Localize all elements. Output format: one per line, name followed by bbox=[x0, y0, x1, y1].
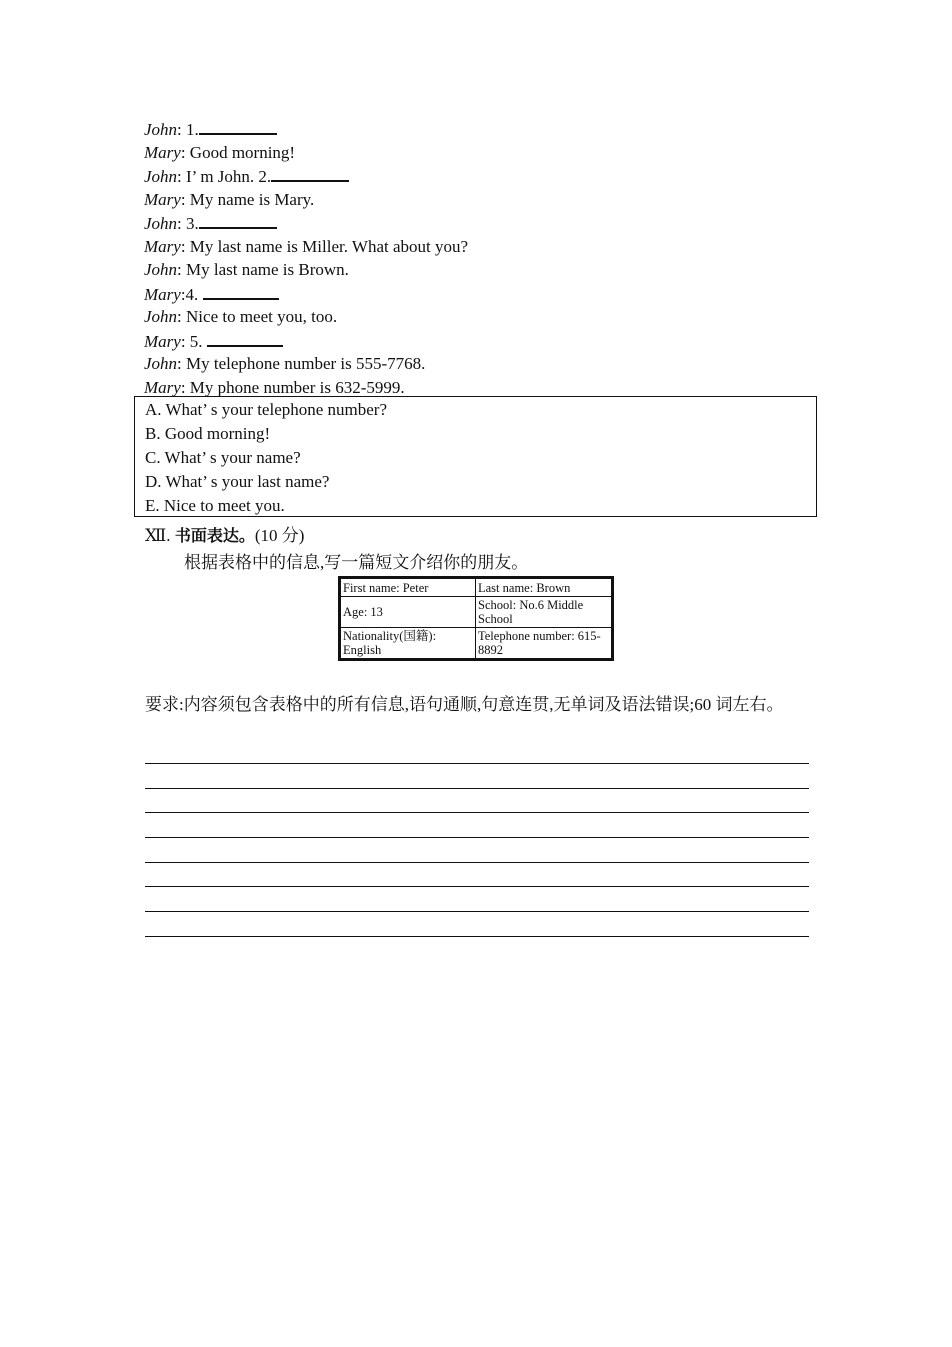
section-points: (10 分) bbox=[254, 526, 305, 545]
writing-area bbox=[145, 763, 809, 961]
dialogue-text: : My phone number is 632-5999. bbox=[180, 377, 405, 397]
requirements-text: 要求:内容须包含表格中的所有信息,语句通顺,句意连贯,无单词及语法错误;60 词左右。 bbox=[145, 695, 784, 714]
dialogue-line bbox=[144, 352, 824, 376]
writing-instruction: 根据表格中的信息,写一篇短文介绍你的朋友。 bbox=[184, 553, 529, 572]
speaker-name: Mary bbox=[144, 284, 181, 304]
writing-line[interactable] bbox=[145, 862, 809, 887]
dialogue-text: : Nice to meet you, too. bbox=[177, 307, 338, 326]
dialogue-text: :4. bbox=[180, 284, 203, 304]
table-row bbox=[340, 578, 613, 597]
last-name-cell: Last name: Brown bbox=[476, 578, 613, 597]
dialogue-text: : 5. bbox=[180, 331, 207, 351]
speaker-name: John bbox=[144, 120, 178, 139]
writing-line[interactable] bbox=[145, 837, 809, 862]
speaker-name: Mary bbox=[144, 142, 181, 162]
speaker-name: Mary bbox=[144, 377, 181, 397]
dialogue-line bbox=[144, 141, 824, 165]
option-item: E. Nice to meet you. bbox=[145, 496, 285, 515]
answer-blank[interactable] bbox=[207, 329, 283, 347]
writing-line[interactable] bbox=[145, 911, 809, 936]
answer-blank[interactable] bbox=[203, 282, 279, 300]
dialogue-text: : 3. bbox=[177, 214, 199, 233]
speaker-name: Mary bbox=[144, 236, 181, 256]
option-item: A. What’ s your telephone number? bbox=[145, 400, 388, 419]
telephone-cell: Telephone number: 615-8892 bbox=[476, 628, 613, 660]
dialogue-line bbox=[144, 305, 824, 329]
writing-line[interactable] bbox=[145, 812, 809, 837]
speaker-name: John bbox=[144, 307, 178, 326]
dialogue-text: : I’ m John. 2. bbox=[177, 167, 272, 186]
school-cell: School: No.6 Middle School bbox=[476, 597, 613, 628]
dialogue-text: : My last name is Brown. bbox=[177, 260, 349, 279]
speaker-name: John bbox=[144, 167, 178, 186]
dialogue-line bbox=[144, 211, 824, 235]
option-item: B. Good morning! bbox=[145, 424, 271, 443]
dialogue-line bbox=[144, 164, 824, 188]
dialogue-text: : My name is Mary. bbox=[180, 189, 315, 209]
dialogue-line bbox=[144, 258, 824, 282]
speaker-name: Mary bbox=[144, 331, 181, 351]
option-item: D. What’ s your last name? bbox=[145, 472, 330, 491]
speaker-name: John bbox=[144, 354, 178, 373]
nationality-cell: Nationality(国籍): English bbox=[340, 628, 476, 660]
answer-blank[interactable] bbox=[199, 211, 277, 229]
first-name-cell: First name: Peter bbox=[340, 578, 476, 597]
age-cell: Age: 13 bbox=[340, 597, 476, 628]
dialogue-text: : 1. bbox=[177, 120, 199, 139]
dialogue-line bbox=[144, 117, 824, 141]
dialogue-text: : Good morning! bbox=[180, 142, 296, 162]
answer-blank[interactable] bbox=[199, 117, 277, 135]
section-heading: 书面表达。 bbox=[174, 526, 255, 545]
dialogue-line bbox=[144, 329, 824, 353]
option-item: C. What’ s your name? bbox=[145, 448, 301, 467]
writing-line[interactable] bbox=[145, 763, 809, 788]
dialogue bbox=[144, 117, 824, 399]
dialogue-line bbox=[144, 235, 824, 259]
dialogue-line bbox=[144, 188, 824, 212]
writing-line[interactable] bbox=[145, 936, 809, 961]
dialogue-text: : My last name is Miller. What about you? bbox=[180, 236, 469, 256]
speaker-name: John bbox=[144, 214, 178, 233]
table-row bbox=[340, 597, 613, 628]
speaker-name: Mary bbox=[144, 189, 181, 209]
answer-blank[interactable] bbox=[271, 164, 349, 182]
dialogue-text: : My telephone number is 555-7768. bbox=[177, 354, 426, 373]
section-number: Ⅻ. bbox=[145, 526, 171, 545]
writing-line[interactable] bbox=[145, 788, 809, 813]
options-box bbox=[134, 396, 817, 517]
writing-line[interactable] bbox=[145, 886, 809, 911]
table-row bbox=[340, 628, 613, 660]
dialogue-line bbox=[144, 282, 824, 306]
speaker-name: John bbox=[144, 260, 178, 279]
info-table bbox=[338, 576, 614, 661]
section-title bbox=[145, 524, 304, 548]
